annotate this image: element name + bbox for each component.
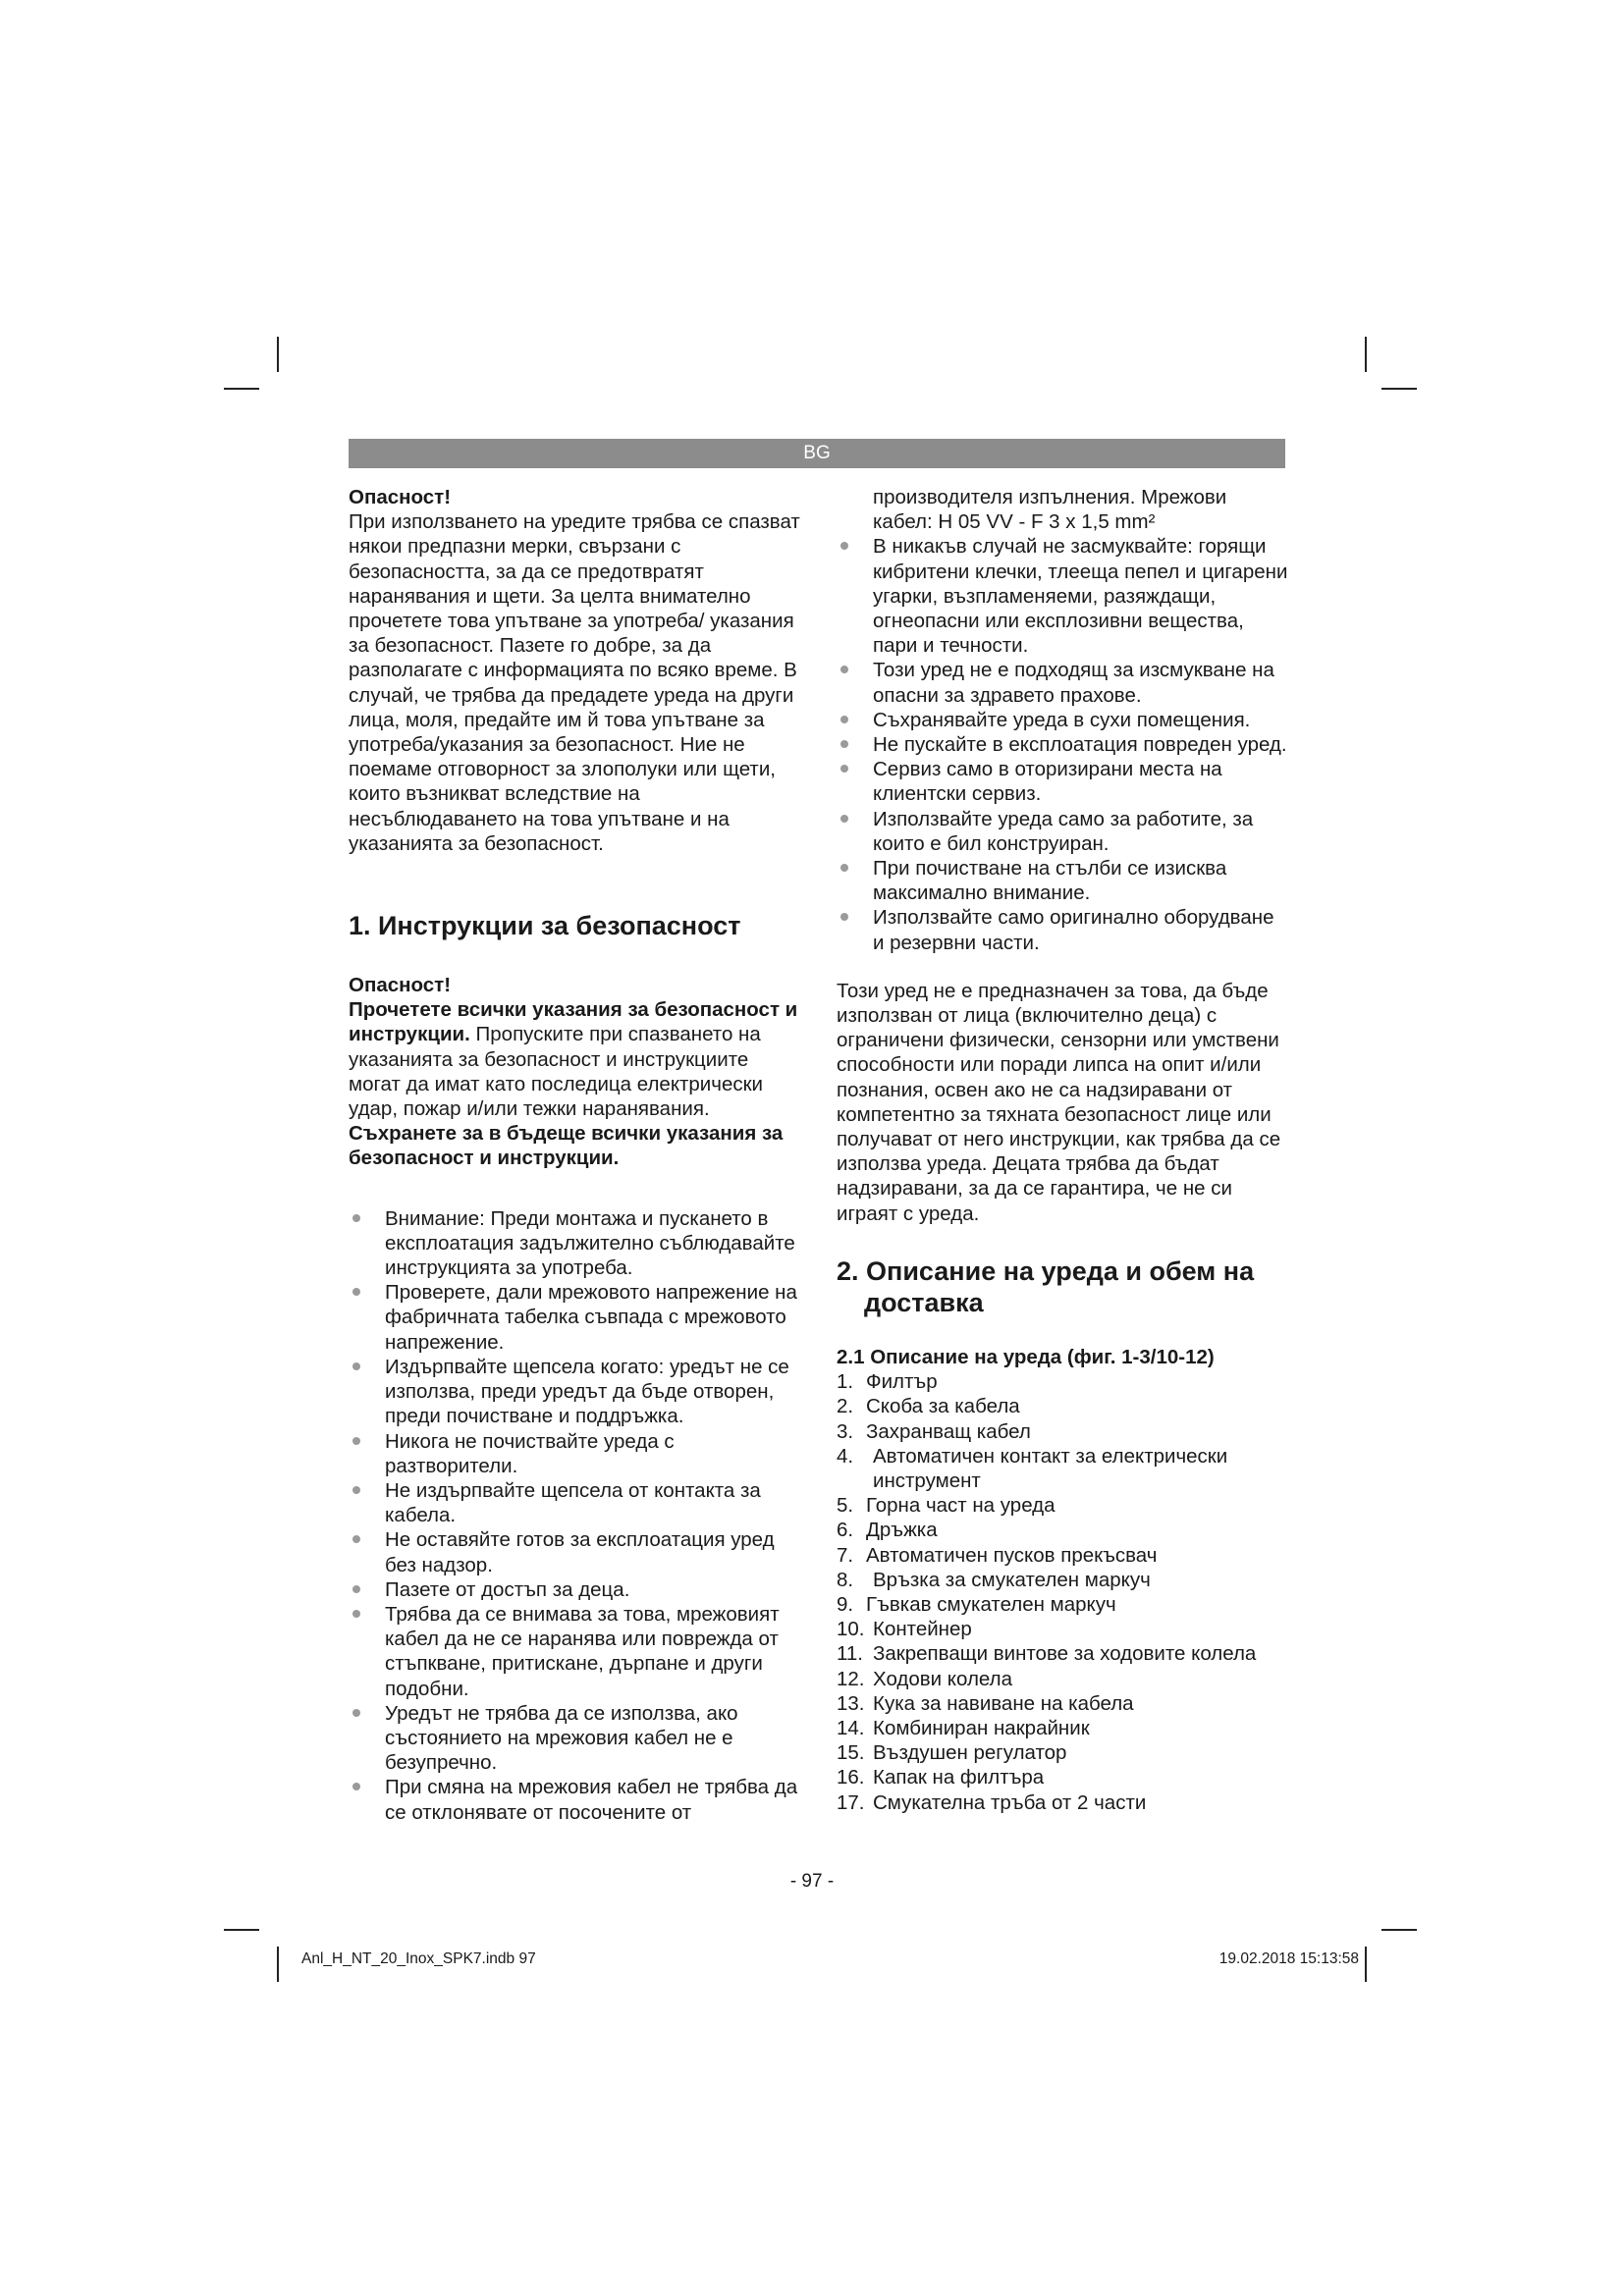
list-item <box>837 1394 1290 1418</box>
list-item <box>837 1369 1290 1394</box>
part-label: Въздушен регулатор <box>873 1741 1067 1765</box>
list-item <box>837 1444 1290 1493</box>
list-item <box>837 1592 1290 1617</box>
language-label: BG <box>803 443 831 463</box>
continued-text: производителя изпълнения. Мрежови кабел: H 05 VV - F 3 x 1,5 mm² <box>873 486 1227 534</box>
part-label: Захранващ кабел <box>866 1419 1031 1443</box>
crop-mark <box>224 1929 259 1931</box>
crop-mark <box>224 388 259 390</box>
part-number: 10. <box>837 1618 865 1641</box>
list-item <box>837 1740 1290 1765</box>
list-item: Не издърпвайте щепсела от контакта за кабела. <box>349 1478 802 1527</box>
list-item: Никога не почиствайте уреда с разтворители. <box>349 1429 802 1478</box>
list-item <box>837 1617 1290 1641</box>
part-label: Автоматичен пусков прекъсвач <box>866 1543 1158 1567</box>
part-label: Скоба за кабела <box>866 1395 1020 1418</box>
left-column <box>349 485 802 1825</box>
part-label: Комбиниран накрайник <box>873 1716 1090 1739</box>
section-1-heading: 1. Инструкции за безопасност <box>349 911 741 941</box>
part-number: 5. <box>837 1494 854 1518</box>
part-number: 4. <box>837 1444 854 1468</box>
part-number: 12. <box>837 1667 865 1690</box>
danger-paragraph-2 <box>349 997 802 1170</box>
part-number: 15. <box>837 1741 865 1765</box>
list-item <box>837 1641 1290 1666</box>
list-item <box>837 1667 1290 1691</box>
crop-mark <box>1381 388 1417 390</box>
section-2-heading-line-2: доставка <box>864 1287 984 1317</box>
list-item: Проверете, дали мрежовото напрежение на фабричната табелка съвпада с мрежовото напрежение. <box>349 1280 802 1355</box>
part-number: 1. <box>837 1370 854 1394</box>
part-number: 13. <box>837 1691 865 1715</box>
part-label: Кука за навиване на кабела <box>873 1691 1134 1715</box>
list-item: Използвайте само оригинално оборудване и резервни части. <box>837 905 1290 954</box>
list-item <box>837 1543 1290 1568</box>
list-item: При смяна на мрежовия кабел не трябва да се отклонявате от посочените от <box>349 1775 802 1824</box>
safety-bullet-list <box>349 1206 802 1825</box>
crop-mark <box>1365 337 1367 372</box>
right-column <box>837 485 1290 1815</box>
list-item: Сервиз само в оторизирани места на клиентски сервиз. <box>837 757 1290 806</box>
part-number: 3. <box>837 1419 854 1443</box>
list-item <box>837 1765 1290 1789</box>
crop-mark <box>1381 1929 1417 1931</box>
list-item: Трябва да се внимава за това, мрежовият кабел да не се наранява или поврежда от стъпкване, притискане, дърпане и други подобни. <box>349 1602 802 1701</box>
list-item: Съхранявайте уреда в сухи помещения. <box>837 708 1290 732</box>
crop-mark <box>277 1947 279 1982</box>
safety-bullet-list-2 <box>837 534 1290 954</box>
list-item <box>837 1716 1290 1740</box>
part-number: 9. <box>837 1592 854 1616</box>
part-label: Гъвкав смукателен маркуч <box>866 1592 1116 1616</box>
list-item: Внимание: Преди монтажа и пускането в експлоатация задължително съблюдавайте инструкцията за употреба. <box>349 1206 802 1281</box>
part-label: Закрепващи винтове за ходовите колела <box>873 1642 1257 1666</box>
danger-title: Опасност! <box>349 486 452 508</box>
part-number: 14. <box>837 1716 865 1739</box>
part-number: 11. <box>837 1642 863 1666</box>
usage-disclaimer: Този уред не е предназначен за това, да бъде използван от лица (включително деца) с ограничени физически, сензорни или умствени способности или поради липса на опит и/или познания, освен ако не са надзиравани от компетентно за тяхната безопасност лице или получават от него инструкции, как трябва да се използва уреда. Децата трябва да бъдат надзиравани, за да се гарантира, че не си играят с уреда. <box>837 979 1281 1225</box>
section-2-heading-line-1: 2. Описание на уреда и обем на <box>837 1255 1255 1286</box>
part-label: Автоматичен контакт за електрически инструмент <box>873 1444 1228 1492</box>
list-item: Пазете от достъп за деца. <box>349 1577 802 1602</box>
part-label: Капак на филтъра <box>873 1766 1045 1789</box>
part-number: 2. <box>837 1395 854 1418</box>
parts-list <box>837 1369 1290 1815</box>
crop-mark <box>1365 1947 1367 1982</box>
subsection-2-1-heading: 2.1 Описание на уреда (фиг. 1-3/10-12) <box>837 1345 1215 1368</box>
part-label: Дръжка <box>866 1519 938 1542</box>
footer-filename: Anl_H_NT_20_Inox_SPK7.indb 97 <box>301 1950 536 1967</box>
list-item <box>837 1419 1290 1444</box>
list-item <box>837 1493 1290 1518</box>
list-item: Този уред не е подходящ за изсмукване на опасни за здравето прахове. <box>837 658 1290 707</box>
list-item: При почистване на стълби се изисква максимално внимание. <box>837 856 1290 905</box>
part-number: 8. <box>837 1568 854 1591</box>
list-item: Не оставяйте готов за експлоатация уред без надзор. <box>349 1527 802 1576</box>
section-2-heading <box>837 1255 1290 1318</box>
part-label: Контейнер <box>873 1618 972 1641</box>
list-item: Не пускайте в експлоатация повреден уред. <box>837 732 1290 757</box>
crop-mark <box>277 337 279 372</box>
list-item <box>837 1790 1290 1815</box>
list-item <box>837 1691 1290 1716</box>
danger-paragraph: При използването на уредите трябва се спазват някои предпазни мерки, свързани с безопасността, за да се предотвратят наранявания и щети. За целта внимателно прочетете това упътване за употреба/ указания за безопасност. Пазете го добре, за да разполагате с информацията по всяко време. В случай, че трябва да предадете уреда на други лица, моля, предайте им й това упътване за употреба/указания за безопасност. Ние не поемаме отговорност за злополуки или щети, които възникват вследствие на несъблюдаването на това упътване и на указанията за безопасност. <box>349 510 800 855</box>
part-label: Филтър <box>866 1370 938 1394</box>
list-item: Използвайте уреда само за работите, за които е бил конструиран. <box>837 807 1290 856</box>
part-number: 7. <box>837 1543 854 1567</box>
list-item: В никакъв случай не засмуквайте: горящи кибритени клечки, тлееща пепел и цигарени угарки, възпламеняеми, разяждащи, огнеопасни или експлозивни вещества, пари и течности. <box>837 534 1290 658</box>
list-item <box>837 1568 1290 1592</box>
part-label: Ходови колела <box>873 1667 1012 1690</box>
language-header-bar <box>349 439 1285 468</box>
danger-bold-tail: Съхранете за в бъдеще всички указания за безопасност и инструкции. <box>349 1122 784 1170</box>
list-item <box>837 1518 1290 1542</box>
part-label: Връзка за смукателен маркуч <box>873 1568 1151 1591</box>
part-label: Горна част на уреда <box>866 1494 1056 1518</box>
list-item: Издърпвайте щепсела когато: уредът не се използва, преди уредът да бъде отворен, преди почистване и поддръжка. <box>349 1355 802 1429</box>
danger-body: Пропуските при спазването на указанията за безопасност и инструкциите могат да имат като последица електрически удар, пожар и/или тежки наранявания. <box>349 1023 764 1121</box>
page-number: - 97 - <box>789 1871 835 1892</box>
part-label: Смукателна тръба от 2 части <box>873 1790 1147 1814</box>
footer-datetime: 19.02.2018 15:13:58 <box>1218 1950 1359 1967</box>
danger-title-2: Опасност! <box>349 974 452 997</box>
danger-bold-lead: Прочетете всички указания за безопасност и инструкции. <box>349 998 798 1046</box>
part-number: 17. <box>837 1790 865 1814</box>
part-number: 16. <box>837 1766 865 1789</box>
list-item: Уредът не трябва да се използва, ако състоянието на мрежовия кабел не е безупречно. <box>349 1701 802 1776</box>
part-number: 6. <box>837 1519 854 1542</box>
